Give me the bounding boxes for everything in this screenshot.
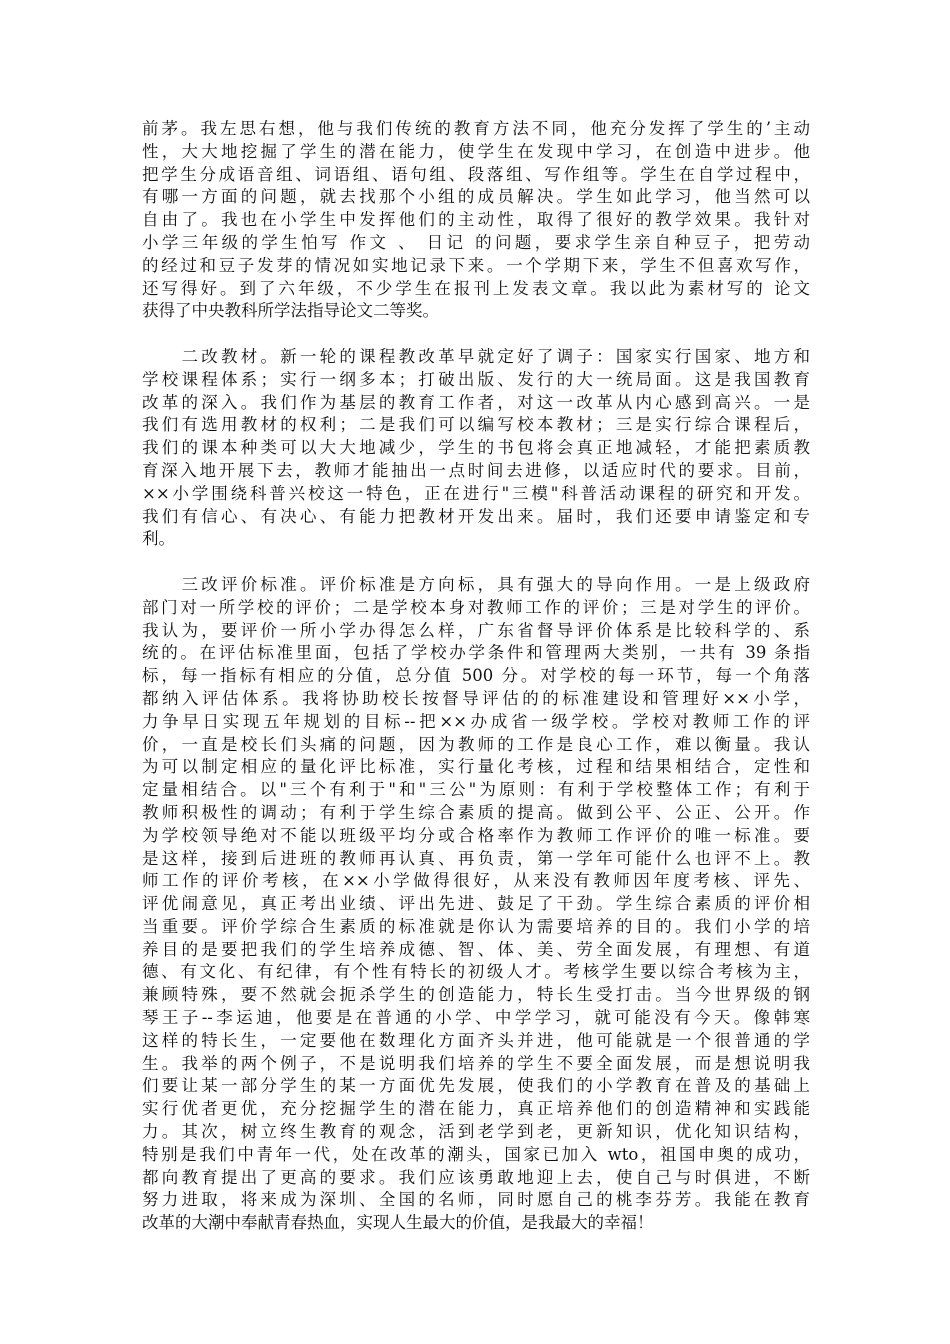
text-line: 育深入地开展下去，教师才能抽出一点时间去进修，以适应时代的要求。目前， — [142, 460, 810, 480]
text-line: 努力进取，将来成为深圳、全国的名师，同时愿自己的桃李芬芳。我能在教育 — [142, 1190, 810, 1210]
text-line: 力。其次，树立终生教育的观念，活到老学到老，更新知识，优化知识结构， — [142, 1122, 810, 1142]
text-line: 评优闹意见，真正考出业绩、评出先进、鼓足了干劲。学生综合素质的评价相 — [142, 894, 810, 914]
text-line: 二改教材。新一轮的课程教改革早就定好了调子：国家实行国家、地方和 — [142, 346, 810, 366]
text-line: 都向教育提出了更高的要求。我们应该勇敢地迎上去，使自己与时俱进，不断 — [142, 1167, 810, 1187]
text-line: 力争早日实现五年规划的目标--把××办成省一级学校。学校对教师工作的评 — [142, 711, 810, 731]
text-line: 还写得好。到了六年级，不少学生在报刊上发表文章。我以此为素材写的 论文 — [142, 278, 810, 298]
text-line: ××小学围绕科普兴校这一特色，正在进行"三模"科普活动课程的研究和开发。 — [142, 483, 810, 503]
text-line: 的经过和豆子发芽的情况如实地记录下来。一个学期下来，学生不但喜欢写作， — [142, 255, 810, 275]
text-line: 兼顾特殊，要不然就会扼杀学生的创造能力，特长生受打击。当今世界级的钢 — [142, 985, 810, 1005]
text-line: 师工作的评价考核，在××小学做得很好，从来没有教师因年度考核、评先、 — [142, 871, 810, 891]
text-line: 养目的是要把我们的学生培养成德、智、体、美、劳全面发展，有理想、有道 — [142, 939, 810, 959]
text-line: 部门对一所学校的评价；二是学校本身对教师工作的评价；三是对学生的评价。 — [142, 597, 810, 617]
text-line: 三改评价标准。评价标准是方向标，具有强大的导向作用。一是上级政府 — [142, 574, 810, 594]
text-line: 这样的特长生，一定要他在数理化方面齐头并进，他可能就是一个很普通的学 — [142, 1030, 810, 1050]
text-line: 们要让某一部分学生的某一方面优先发展，使我们的小学教育在普及的基础上 — [142, 1076, 810, 1096]
text-line: 标，每一指标有相应的分值，总分值 500 分。对学校的每一环节，每一个角落 — [142, 666, 810, 686]
text-line: 性，大大地挖掘了学生的潜在能力，使学生在发现中学习，在创造中进步。他 — [142, 141, 810, 161]
text-line: 特别是我们中青年一代，处在改革的潮头，国家已加入 wto，祖国申奥的成功， — [142, 1144, 810, 1164]
text-line: 我认为，要评价一所小学办得怎么样，广东省督导评价体系是比较科学的、系 — [142, 620, 810, 640]
document-body — [142, 118, 810, 1235]
text-line: 我们有信心、有决心、有能力把教材开发出来。届时，我们还要申请鉴定和专 — [142, 506, 810, 526]
paragraph-3 — [142, 574, 810, 1235]
text-line: 统的。在评估标准里面，包括了学校办学条件和管理两大类别，一共有 39 条指 — [142, 643, 810, 663]
text-line: 改革的大潮中奉献青春热血，实现人生最大的价值，是我最大的幸福！ — [142, 1213, 654, 1233]
paragraph-2 — [142, 346, 810, 551]
text-line: 把学生分成语音组、词语组、语句组、段落组、写作组等。学生在自学过程中， — [142, 164, 810, 184]
text-line: 前茅。我左思右想，他与我们传统的教育方法不同，他充分发挥了学生的’主动 — [142, 119, 810, 138]
text-line: 是这样，接到后进班的教师再认真、再负责，第一学年可能什么也评不上。教 — [142, 848, 810, 868]
text-line: 当重要。评价学综合生素质的标准就是你认为需要培养的目的。我们小学的培 — [142, 916, 810, 936]
text-line: 学校课程体系；实行一纲多本；打破出版、发行的大一统局面。这是我国教育 — [142, 369, 810, 389]
text-line: 生。我举的两个例子，不是说明我们培养的学生不要全面发展，而是想说明我 — [142, 1053, 810, 1073]
text-line: 为学校领导绝对不能以班级平均分或合格率作为教师工作评价的唯一标准。要 — [142, 825, 810, 845]
text-line: 利。 — [142, 529, 175, 549]
text-line: 我们的课本种类可以大大地减少，学生的书包将会真正地减轻，才能把素质教 — [142, 438, 810, 458]
text-line: 获得了中央教科所学法指导论文二等奖。 — [142, 301, 439, 321]
text-line: 价，一直是校长们头痛的问题，因为教师的工作是良心工作，难以衡量。我认 — [142, 734, 810, 754]
paragraph-1 — [142, 118, 810, 323]
text-line: 教师积极性的调动；有利于学生综合素质的提高。做到公平、公正、公开。作 — [142, 802, 810, 822]
paragraph-gap — [142, 551, 810, 574]
text-line: 实行优者更优，充分挖掘学生的潜在能力，真正培养他们的创造精神和实践能 — [142, 1099, 810, 1119]
text-line: 自由了。我也在小学生中发挥他们的主动性，取得了很好的教学效果。我针对 — [142, 210, 810, 230]
text-line: 为可以制定相应的量化评比标准，实行量化考核，过程和结果相结合，定性和 — [142, 757, 810, 777]
text-line: 小学三年级的学生怕写 作文 、 日记 的问题，要求学生亲自种豆子，把劳动 — [142, 232, 810, 252]
text-line: 改革的深入。我们作为基层的教育工作者，对这一改革从内心感到高兴。一是 — [142, 392, 810, 412]
text-line: 定量相结合。以"三个有利于"和"三公"为原则：有利于学校整体工作；有利于 — [142, 780, 810, 800]
text-line: 琴王子--李运迪，他要是在普通的小学、中学学习，就可能没有今天。像韩寒 — [142, 1008, 810, 1028]
text-line: 德、有文化、有纪律，有个性有特长的初级人才。考核学生要以综合考核为主， — [142, 962, 810, 982]
text-line: 我们有选用教材的权利；二是我们可以编写校本教材；三是实行综合课程后， — [142, 415, 810, 435]
paragraph-gap — [142, 323, 810, 346]
text-line: 有哪一方面的问题，就去找那个小组的成员解决。学生如此学习，他当然可以 — [142, 187, 810, 207]
text-line: 都纳入评估体系。我将协助校长按督导评估的的标准建设和管理好××小学， — [142, 688, 810, 708]
